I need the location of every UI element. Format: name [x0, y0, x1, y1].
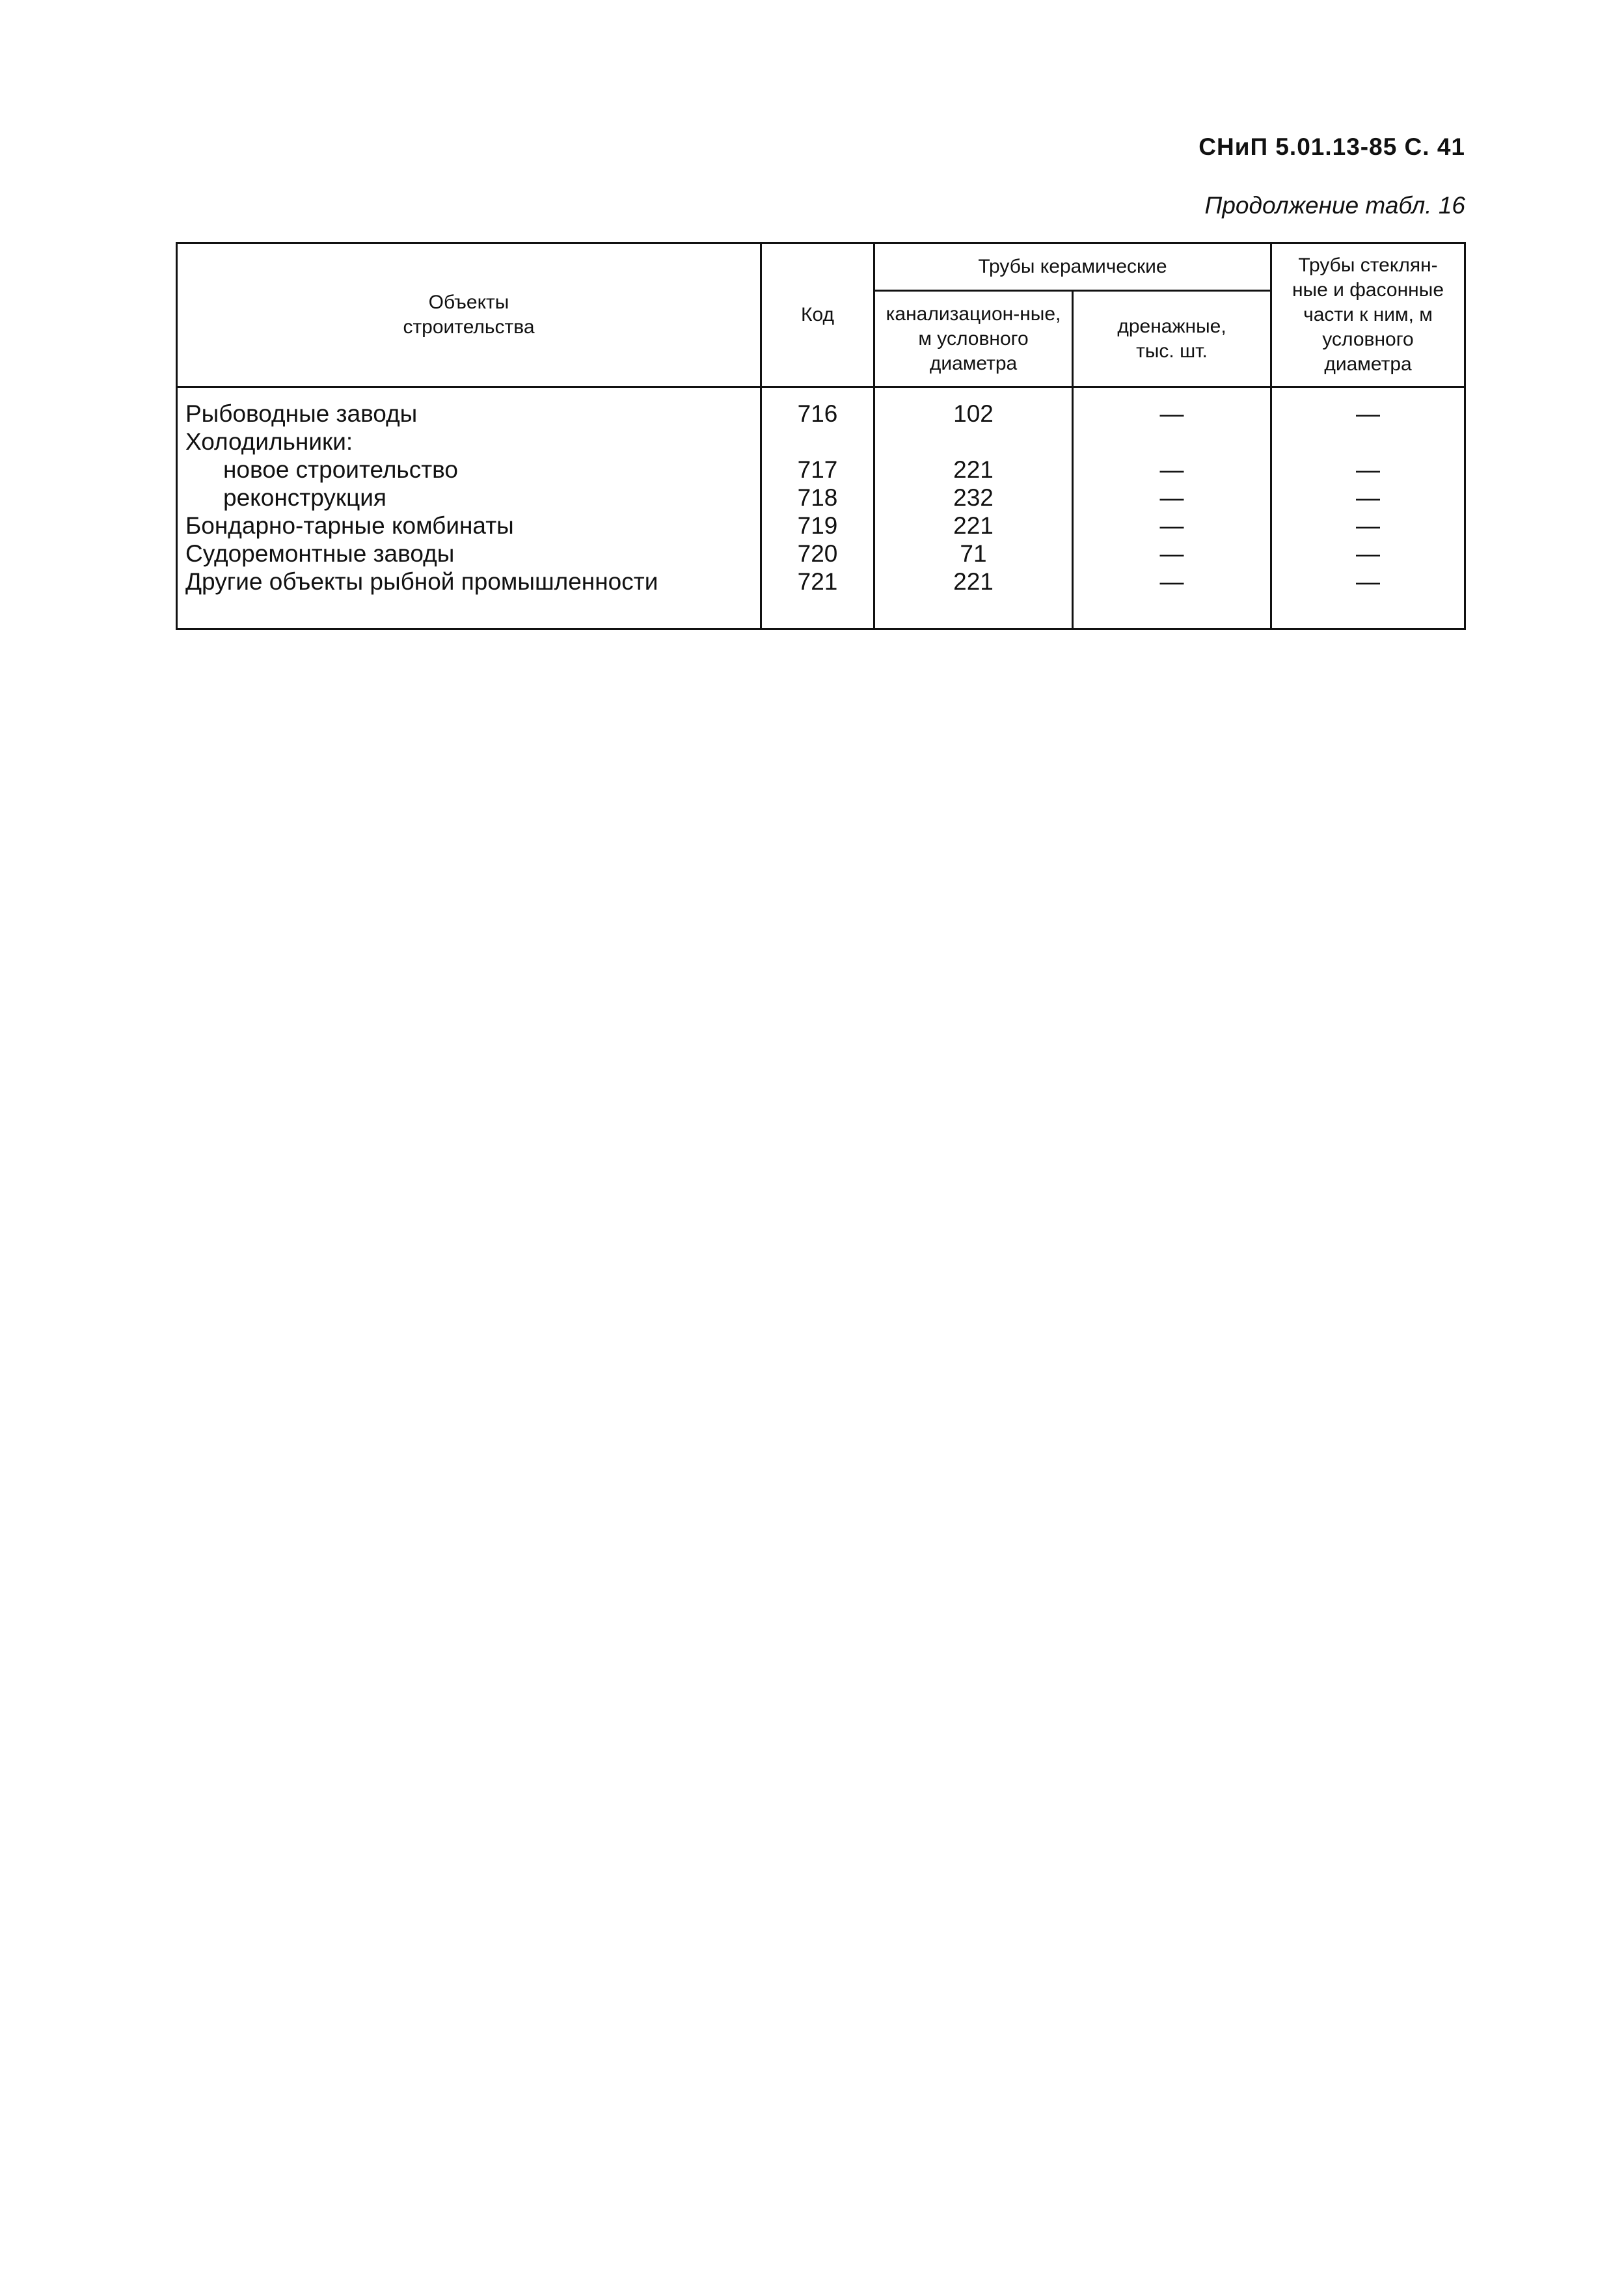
page-header-doc-ref: СНиП 5.01.13-85 С. 41	[1198, 133, 1465, 160]
cell-name: новое строительство	[177, 456, 761, 484]
cell-drainage: —	[1073, 484, 1271, 512]
cell-drainage: —	[1073, 540, 1271, 568]
cell-code: 718	[761, 484, 874, 512]
header-code: Код	[761, 243, 874, 387]
table-row	[177, 484, 1465, 512]
cell-glass: —	[1271, 540, 1465, 568]
cell-name: Другие объекты рыбной промышленности	[177, 568, 761, 629]
cell-code: 720	[761, 540, 874, 568]
table-row	[177, 456, 1465, 484]
cell-sewer	[874, 428, 1073, 456]
cell-glass: —	[1271, 568, 1465, 629]
header-sewer: канализацион-ные, м условного диаметра	[874, 291, 1073, 387]
table-body	[177, 387, 1465, 629]
table-row	[177, 387, 1465, 428]
cell-sewer: 221	[874, 568, 1073, 629]
cell-drainage: —	[1073, 456, 1271, 484]
cell-name: Судоремонтные заводы	[177, 540, 761, 568]
cell-name: Бондарно-тарные комбинаты	[177, 512, 761, 540]
table-row	[177, 540, 1465, 568]
cell-sewer: 232	[874, 484, 1073, 512]
header-glass: Трубы стеклян-ные и фасонные части к ним, м условного диаметра	[1271, 243, 1465, 387]
data-table	[176, 242, 1466, 630]
cell-glass: —	[1271, 484, 1465, 512]
cell-glass: —	[1271, 512, 1465, 540]
cell-sewer: 221	[874, 512, 1073, 540]
table-row	[177, 568, 1465, 629]
cell-name: реконструкция	[177, 484, 761, 512]
cell-glass: —	[1271, 456, 1465, 484]
cell-code: 719	[761, 512, 874, 540]
cell-sewer: 102	[874, 387, 1073, 428]
cell-sewer: 71	[874, 540, 1073, 568]
cell-sewer: 221	[874, 456, 1073, 484]
cell-glass: —	[1271, 387, 1465, 428]
header-drainage: дренажные, тыс. шт.	[1073, 291, 1271, 387]
cell-name: Холодильники:	[177, 428, 761, 456]
cell-code: 716	[761, 387, 874, 428]
cell-drainage: —	[1073, 568, 1271, 629]
header-ceramic-group: Трубы керамические	[874, 243, 1271, 291]
cell-drainage: —	[1073, 512, 1271, 540]
cell-code: 721	[761, 568, 874, 629]
cell-glass	[1271, 428, 1465, 456]
header-objects: Объекты строительства	[177, 243, 761, 387]
table-row	[177, 512, 1465, 540]
cell-code	[761, 428, 874, 456]
table-caption: Продолжение табл. 16	[1204, 192, 1465, 219]
table-header	[177, 243, 1465, 387]
cell-drainage	[1073, 428, 1271, 456]
table-row	[177, 428, 1465, 456]
cell-code: 717	[761, 456, 874, 484]
cell-name: Рыбоводные заводы	[177, 387, 761, 428]
cell-drainage: —	[1073, 387, 1271, 428]
